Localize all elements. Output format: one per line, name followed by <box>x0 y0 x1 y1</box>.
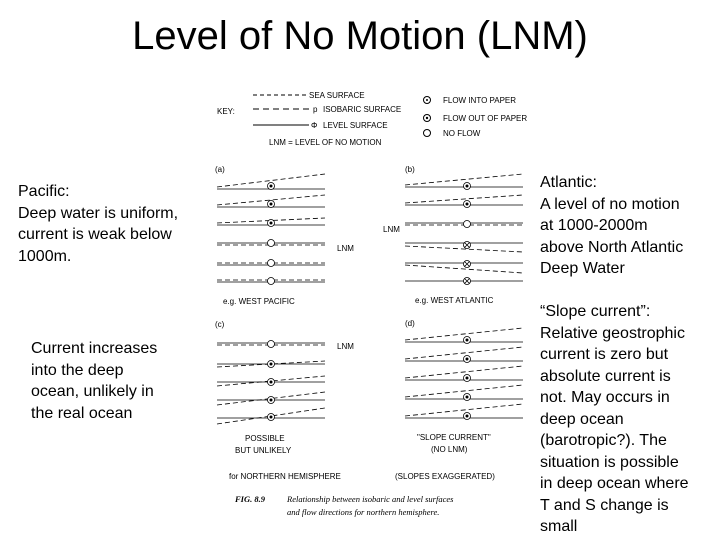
caption-line-1: Relationship between isobaric and level surfaces <box>287 494 454 504</box>
panel-d-diagram <box>405 328 523 420</box>
key-level: LEVEL SURFACE <box>323 121 388 130</box>
possible-label: POSSIBLE <box>245 434 285 443</box>
key-isobaric: ISOBARIC SURFACE <box>323 105 402 114</box>
key-flow-out-of-paper: FLOW OUT OF PAPER <box>443 114 528 123</box>
lnm-label-a: LNM <box>337 244 354 253</box>
figure-number: FIG. 8.9 <box>235 494 265 504</box>
panel-b-diagram <box>405 174 523 285</box>
pacific-text: Pacific: Deep water is uniform, current is weak below 1000m. <box>18 183 179 265</box>
page-title: Level of No Motion (LNM) <box>132 14 588 58</box>
slope-current-text: “Slope current”: Relative geostrophic current is zero but absolute current is not. May occurs in deep ocean (barotropic?). The situation is possible in deep ocean where T and S change is small <box>540 303 689 535</box>
west-pacific-label: e.g. WEST PACIFIC <box>223 297 295 306</box>
panel-b-label: (b) <box>405 165 415 174</box>
panel-a-diagram <box>217 174 325 285</box>
key-level-symbol: Φ <box>311 121 318 130</box>
panel-c-label: (c) <box>215 320 225 329</box>
key-sea-surface: SEA SURFACE <box>309 91 365 100</box>
key-lnm-definition: LNM = LEVEL OF NO MOTION <box>269 138 382 147</box>
key-flow-into-paper: FLOW INTO PAPER <box>443 96 517 105</box>
west-atlantic-label: e.g. WEST ATLANTIC <box>415 296 494 305</box>
key-p-symbol: p <box>313 105 318 114</box>
lnm-label-c: LNM <box>337 342 354 351</box>
no-lnm-label: (NO LNM) <box>431 445 468 454</box>
key-no-flow: NO FLOW <box>443 129 481 138</box>
current-increases-text: Current increases into the deep ocean, unlikely in the real ocean <box>31 340 158 422</box>
caption-line-2: and flow directions for northern hemisphere. <box>287 507 440 517</box>
lnm-figure <box>205 82 535 527</box>
lnm-label-b: LNM <box>383 225 400 234</box>
panel-c-diagram <box>217 341 325 425</box>
panel-d-label: (d) <box>405 319 415 328</box>
panel-a-label: (a) <box>215 165 225 174</box>
atlantic-text: Atlantic: A level of no motion at 1000-2000m above North Atlantic Deep Water <box>540 174 684 277</box>
slopes-exaggerated-label: (SLOPES EXAGGERATED) <box>395 472 495 481</box>
slope-current-label: "SLOPE CURRENT" <box>417 433 491 442</box>
but-unlikely-label: BUT UNLIKELY <box>235 446 292 455</box>
key-label: KEY: <box>217 107 235 116</box>
figure-key <box>217 91 527 147</box>
northern-hemisphere-label: for NORTHERN HEMISPHERE <box>229 472 341 481</box>
